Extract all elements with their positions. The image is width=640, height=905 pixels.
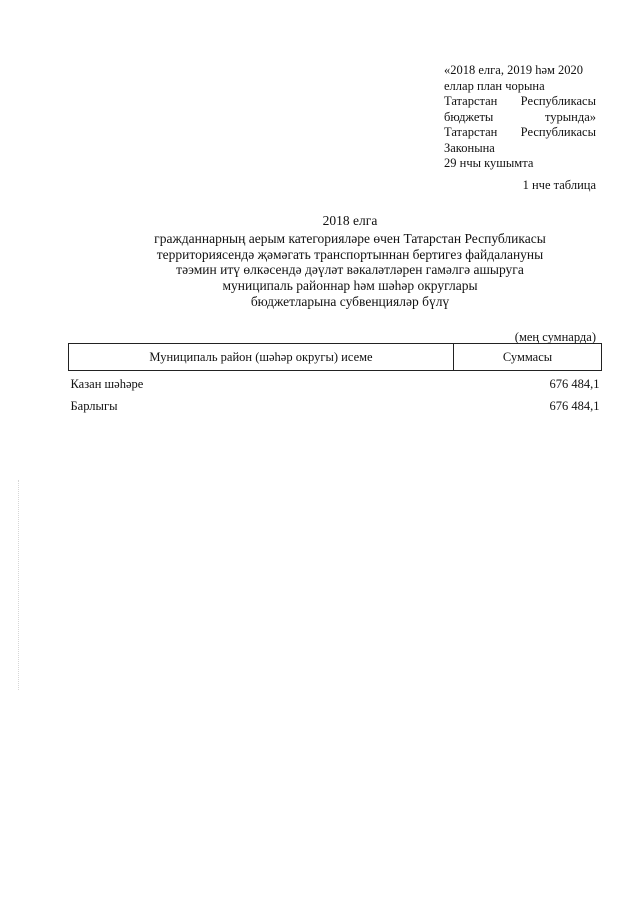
title-line-4: муниципаль районнар һәм шәһәр округлары [222, 278, 478, 294]
appendix-line-2: еллар план чорына [444, 78, 545, 93]
appendix-line-5-left: Татарстан [444, 125, 498, 139]
appendix-line-3-left: Татарстан [444, 94, 498, 108]
title-line-5: бюджетларына субвенцияләр бүлү [250, 293, 450, 309]
appendix-line-4-left: бюджеты [444, 109, 494, 124]
appendix-line-7: 29 нчы кушымта [444, 156, 534, 170]
appendix-line-4-right: турында» [544, 109, 596, 124]
units-label: (мең сумнарда) [514, 330, 596, 344]
table-number: 1 нче таблица [522, 178, 596, 192]
appendix-line-3-right: Республикасы [520, 94, 596, 108]
header-municipality: Муниципаль район (шәһәр округы) исеме [69, 344, 454, 371]
table-header-row [69, 344, 602, 371]
title-year: 2018 елга [322, 213, 378, 228]
total-amount: 676 484,1 [549, 398, 600, 413]
total-label: Барлыгы [70, 398, 118, 413]
title-line-2: территориясендә җәмәгать транспортыннан бертигез файдалануны [156, 246, 544, 262]
appendix-line-5 [444, 125, 596, 141]
title-line-3: тәэмин итү өлкәсендә дәүләт вәкаләтләрен гамәлгә ашыруга [176, 262, 524, 278]
row-municipality-name: Казан шәһәре [70, 376, 144, 391]
title-line-1: гражданнарның аерым категорияләре өчен Татарстан Республикасы [154, 230, 546, 246]
appendix-line-3 [444, 94, 596, 110]
appendix-reference [444, 63, 596, 172]
appendix-line-4 [444, 110, 596, 126]
scan-margin-artifact [18, 480, 21, 690]
table-row-total [69, 395, 602, 417]
row-amount: 676 484,1 [549, 376, 600, 391]
appendix-line-5-right: Республикасы [520, 125, 596, 139]
appendix-line-6: Законына [444, 140, 495, 155]
header-amount: Суммасы [454, 344, 602, 371]
subvention-table [68, 343, 602, 417]
document-title [80, 213, 620, 310]
table-row [69, 371, 602, 396]
appendix-line-1: «2018 елга, 2019 һәм 2020 [444, 63, 584, 77]
